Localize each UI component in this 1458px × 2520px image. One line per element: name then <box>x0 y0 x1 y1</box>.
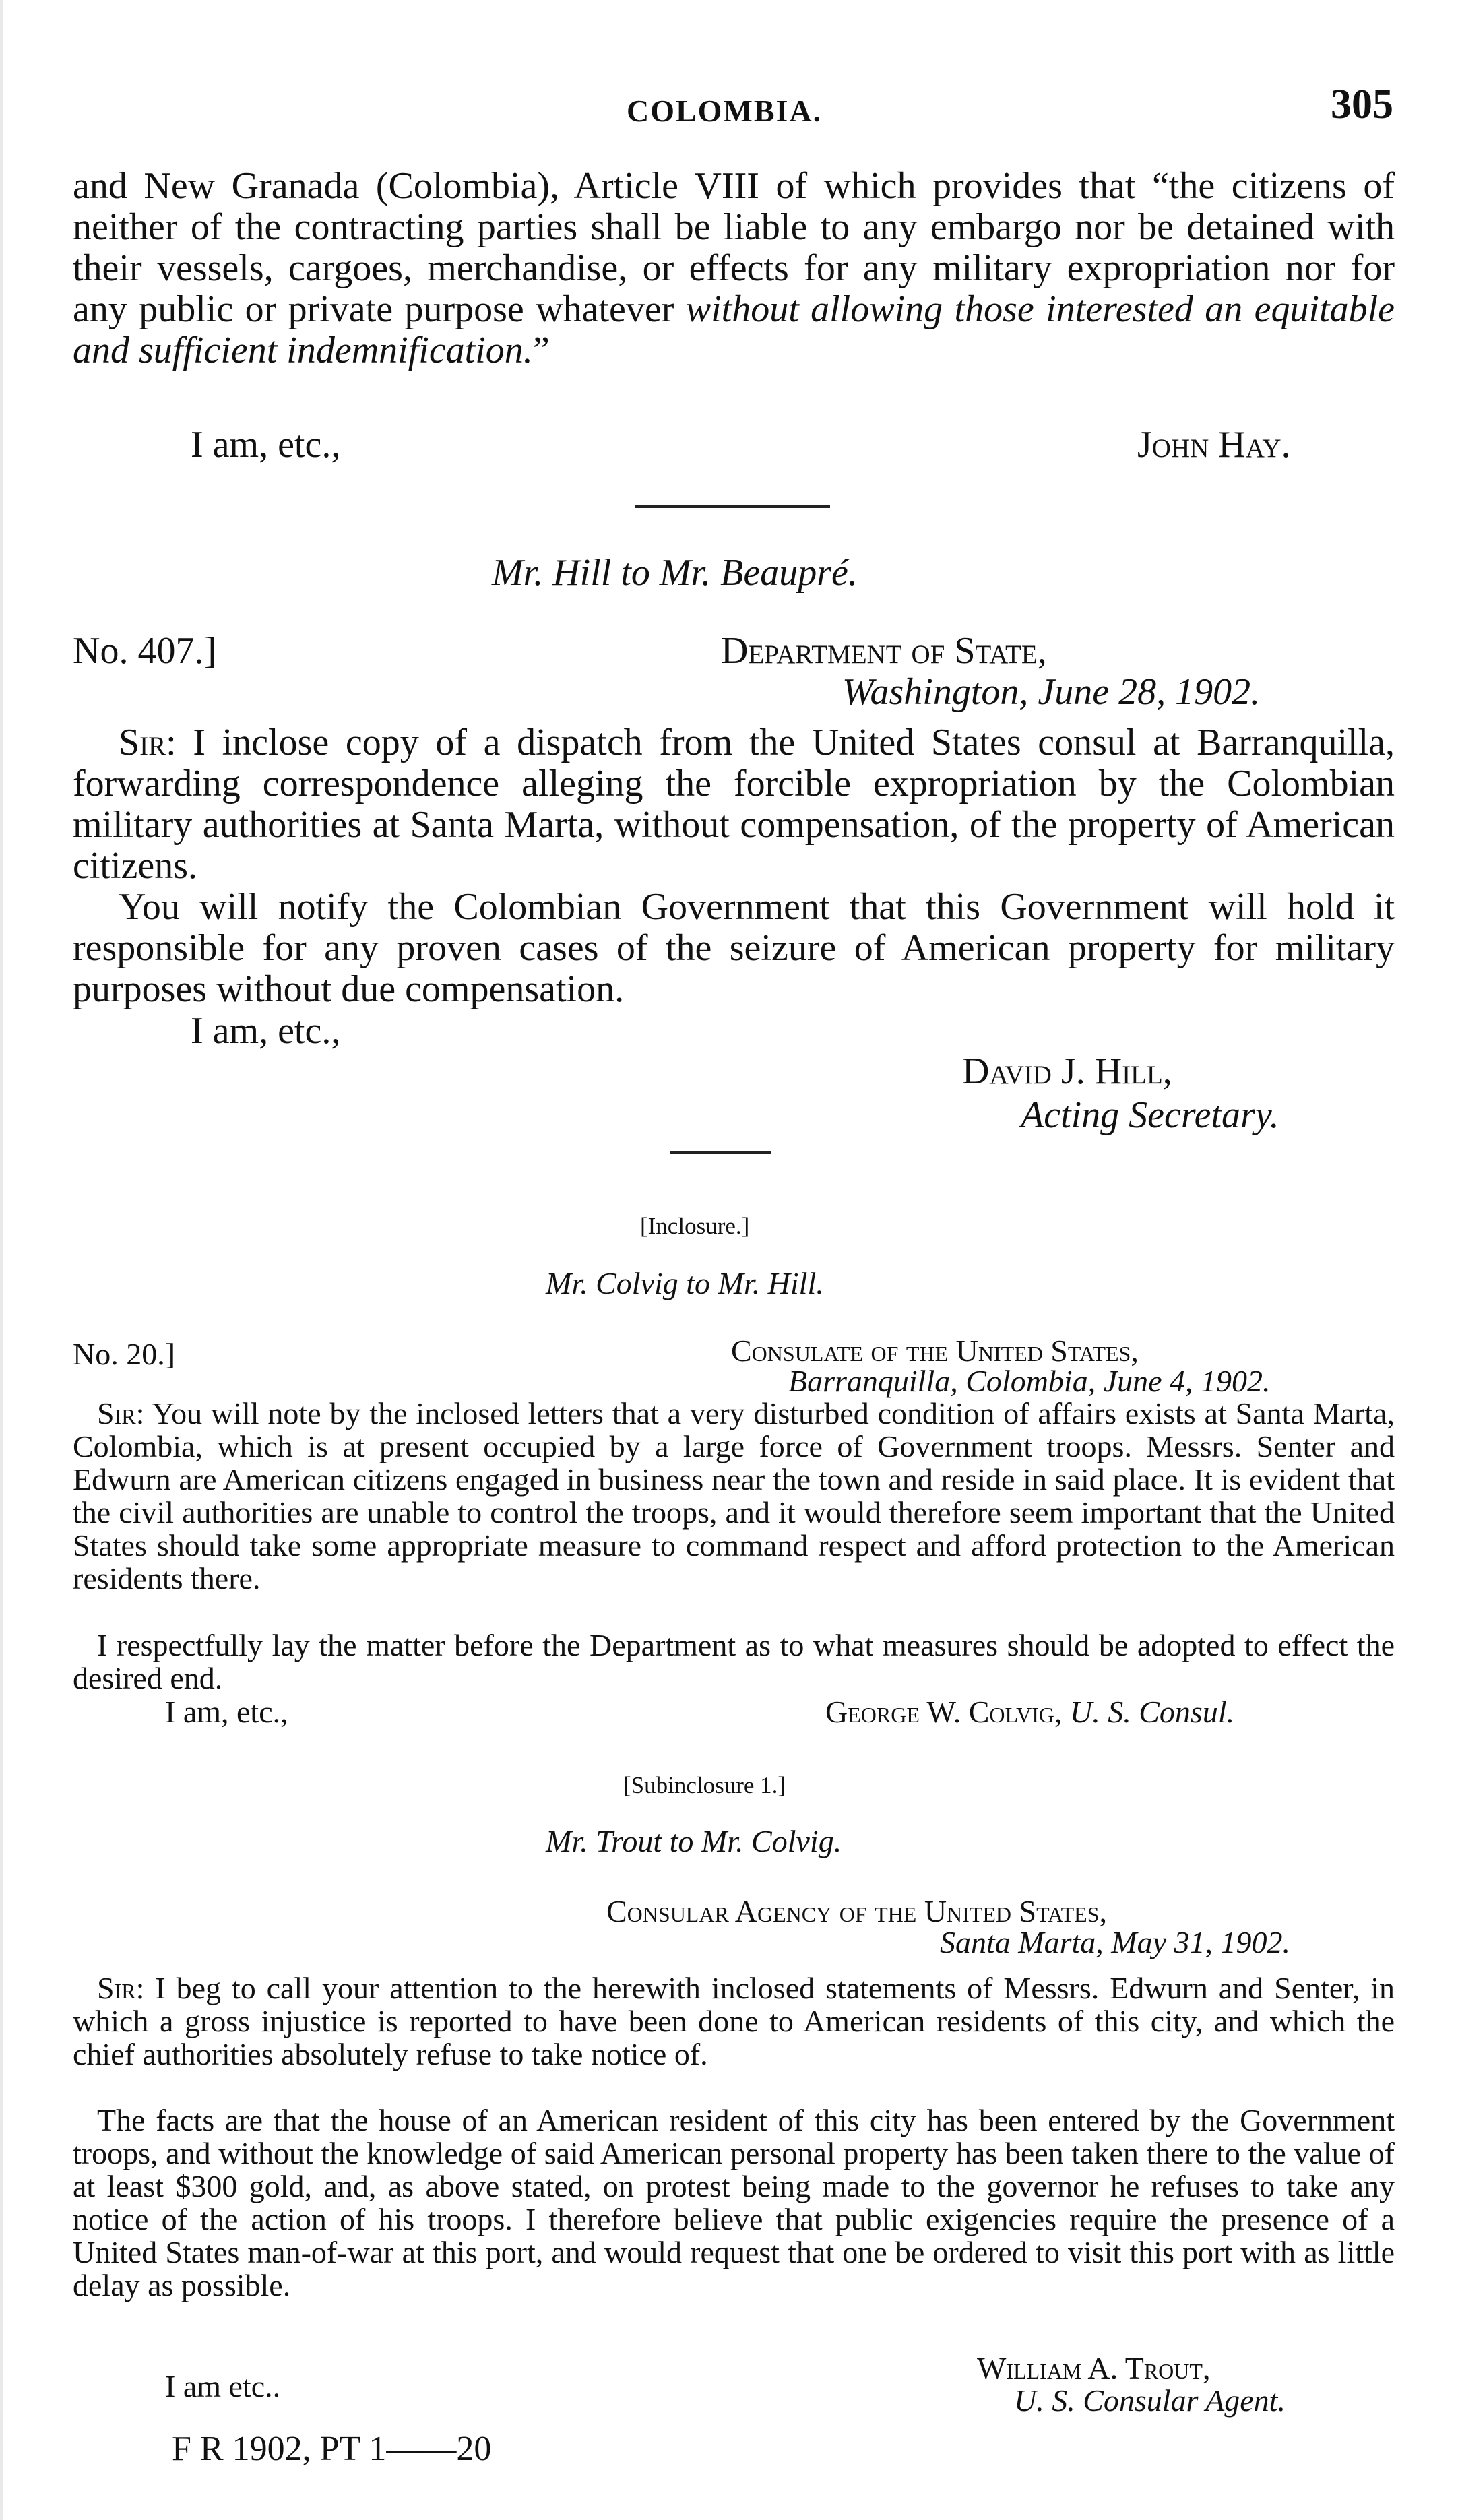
page-number: 305 <box>1331 82 1393 127</box>
subinclosure-signature-title: U. S. Consular Agent. <box>1014 2383 1286 2418</box>
inclosure-signature: George W. Colvig, <box>825 1695 1063 1729</box>
letter-title: Mr. Hill to Mr. Beaupré. <box>492 552 858 594</box>
subinclosure-signature: William A. Trout, <box>977 2351 1211 2385</box>
inclosure-paragraph-2-text: I respectfully lay the matter before the Department as to what measures should be adopted to effect the desired end. <box>73 1628 1395 1695</box>
subinclosure-paragraph-1-text: I beg to call your attention to the herewith inclosed statements of Messrs. Edwurn and Senter, in which a gross injustice is reported to have been done to American residents of this city, and which the chief authorities absolutely refuse to take notice of. <box>73 1971 1395 2071</box>
prev-letter-closing: I am, etc., <box>191 424 341 466</box>
subinclosure-closing: I am etc.. <box>165 2369 281 2403</box>
subinclosure-label: [Subinclosure 1.] <box>623 1772 786 1798</box>
inclosure-paragraph-2 <box>73 1629 1395 1695</box>
section-divider-2 <box>670 1151 771 1154</box>
footer-signature-mark: F R 1902, PT 1——20 <box>172 2430 492 2468</box>
letter-place-date: Washington, June 28, 1902. <box>842 671 1261 713</box>
subinclosure-paragraph-2 <box>73 2104 1395 2302</box>
subinclosure-office: Consular Agency of the United States, <box>606 1894 1108 1928</box>
letter-closing: I am, etc., <box>191 1010 341 1052</box>
subinclosure-paragraph-1 <box>73 1972 1395 2071</box>
prev-letter-text: and New Granada (Colombia), Article VIII of which provides that “the citizens of neither of the contracting parties shall be liable to any embargo nor be detained with their vessels, cargoes, merchandise, or effects for any military expropriation nor for any public or private purpose whatever <box>73 165 1395 330</box>
subinclosure-place-date: Santa Marta, May 31, 1902. <box>940 1925 1291 1959</box>
letter-paragraph-2-text: You will notify the Colombian Government that this Government will hold it responsible for any proven cases of the seizure of American property for military purposes without due compensation. <box>73 886 1395 1010</box>
inclosure-signature-title: U. S. Consul. <box>1070 1695 1235 1729</box>
running-title: COLOMBIA. <box>627 94 823 128</box>
subinclosure-title: Mr. Trout to Mr. Colvig. <box>546 1824 842 1858</box>
inclosure-title: Mr. Colvig to Mr. Hill. <box>546 1266 824 1300</box>
letter-salutation: Sir: <box>119 722 177 763</box>
letter-paragraph-1 <box>73 722 1395 887</box>
prev-letter-signature: John Hay. <box>1137 424 1291 466</box>
letter-paragraph-2 <box>73 887 1395 1010</box>
inclosure-paragraph-1-text: You will note by the inclosed letters that a very disturbed condition of affairs exists at Santa Marta, Colombia, which is at present occupied by a large force of Government troops. Messrs. Senter and Edwurn are American citizens engaged in business near the town and reside in said place. It is evident that the civil authorities are unable to control the troops, and it would therefore seem important that the United States should take some appropriate measure to command respect and afford protection to the American residents there. <box>73 1396 1395 1596</box>
letter-signature: David J. Hill, <box>962 1050 1172 1092</box>
letter-department: Department of State, <box>721 630 1047 672</box>
inclosure-signature-block <box>825 1695 1234 1728</box>
prev-letter-quote-italic: without allowing those interested an equitable and sufficient indemnification. <box>73 288 1395 371</box>
inclosure-label: [Inclosure.] <box>640 1213 750 1239</box>
prev-letter-close-quote: ” <box>532 329 550 371</box>
inclosure-place-date: Barranquilla, Colombia, June 4, 1902. <box>788 1364 1271 1398</box>
letter-paragraph-1-text: I inclose copy of a dispatch from the United States consul at Barranquilla, forwarding correspondence alleging the forcible expropriation by the Colombian military authorities at Santa Marta, without compensation, of the property of American citizens. <box>73 722 1395 887</box>
inclosure-paragraph-1 <box>73 1397 1395 1595</box>
subinclosure-salutation: Sir: <box>97 1971 145 2005</box>
page-edge-shadow <box>0 0 3 2520</box>
letter-signature-title: Acting Secretary. <box>1021 1094 1279 1136</box>
inclosure-office: Consulate of the United States, <box>731 1333 1139 1368</box>
inclosure-salutation: Sir: <box>97 1396 145 1430</box>
section-divider <box>635 505 830 508</box>
inclosure-closing: I am, etc., <box>165 1695 288 1729</box>
prev-letter-body <box>73 166 1395 371</box>
subinclosure-paragraph-2-text: The facts are that the house of an American resident of this city has been entered by the Government troops, and without the knowledge of said American personal property has been taken there to the value of at least $300 gold, and, as above stated, on protest being made to the governor he refuses to take any notice of the action of his troops. I therefore believe that public exigencies require the presence of a United States man-of-war at this port, and would request that one be ordered to visit this port with as little delay as possible. <box>73 2103 1395 2302</box>
letter-number: No. 407.] <box>73 630 217 672</box>
inclosure-number: No. 20.] <box>73 1337 176 1371</box>
